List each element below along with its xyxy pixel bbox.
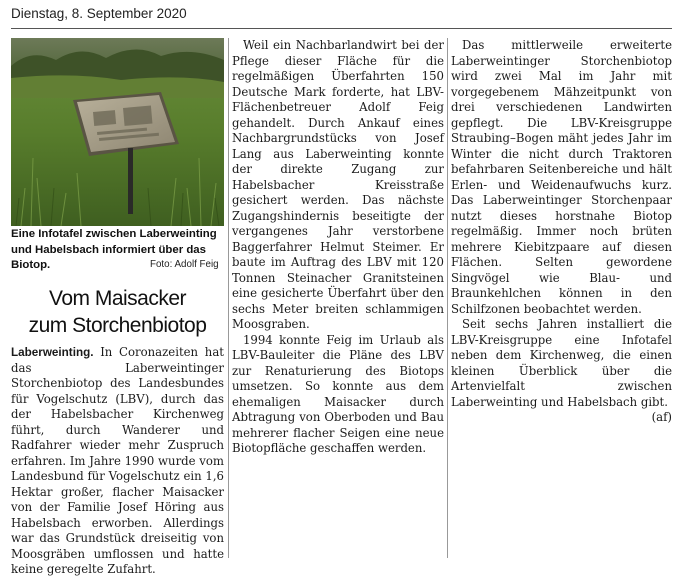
column-divider-1 (228, 38, 229, 558)
paragraph-text: In Coronazeiten hat das Laberweintinger Storchenbiotop des Landesbundes für Vogelschutz (LBV), durch das der Habelsbacher Kirchenweg führt, durch Wanderer und Radfahrer wieder mehr Zuspruch erfahren. Im Jahre 1990 wurde vom Landesbund für Vogelschutz ein 1,6 Hektar großer, flacher Maisacker von der Familie Josef Höring aus Habelsbach erworben. Allerdings war das Grundstück dreiseitig von Moosgräben umflossen und hatte keine geregelte Zufahrt. (11, 345, 225, 576)
paragraph (451, 317, 672, 424)
paragraph-text: Seit sechs Jahren installiert die LBV-Kreisgruppe eine Infotafel neben dem Kirchenweg, die einen kleinen Überblick über die Artenvielfalt zwischen Laberweinting und Habelsbach gibt. (451, 317, 672, 409)
photo-image (11, 38, 224, 226)
photo-credit: Foto: Adolf Feig (150, 259, 219, 270)
article-column-1 (11, 345, 224, 578)
paragraph: 1994 konnte Feig im Urlaub als LBV-Bauleiter die Pläne des LBV zur Renaturierung des Biotops umsetzen. So konnte aus dem ehemaligen Maisacker durch Abtragung von Oberboden und Bau mehrerer flacher Seigen eine neue Biotopfläche geschaffen werden. (232, 332, 444, 455)
paragraph: Das mittlerweile erweiterte Laberweintinger Storchenbiotop wird zwei Mal im Jahr mit vorgegebenem Mähzeitpunkt von drei verschiedenen Landwirten gepflegt. Die LBV-Kreisgruppe Straubing–Bogen mäht jedes Jahr im Winter die nicht durch Traktoren befahrbaren Seitenbereiche und hält Erlen- und Weidenaufwuchs kurz. Das Laberweintinger Storchenpaar nutzt dieses horstnahe Biotop regelmäßig. Immer noch brüten mehrere Kiebitzpaare auf diesen Flächen. Selten gewordene Singvögel wie Blau- und Braunkehlchen können in den Schilfzonen beobachtet werden. (451, 38, 672, 316)
dateline-location: Laberweinting. (11, 346, 94, 359)
headline-line-1: Vom Maisacker (48, 287, 187, 310)
top-rule (11, 28, 672, 29)
photo-caption: Eine Infotafel zwischen Laberweinting und Habelsbach informiert über das Biotop. (11, 228, 217, 271)
article-column-2 (232, 38, 444, 457)
article-headline (11, 285, 224, 339)
dateline: Dienstag, 8. September 2020 (11, 6, 187, 21)
author-signature: (af) (651, 410, 672, 424)
paragraph: Weil ein Nachbarlandwirt bei der Pflege dieser Fläche für die regelmäßigen Überfahrten 150 Deutsche Mark forderte, hat LBV-Flächenbetreuer Adolf Feig gehandelt. Durch Ankauf eines Nachbargrundstücks von Josef Lang aus Laberweinting konnte der direkte Zugang zur Habelsbacher Kreisstraße gesichert werden. Das nächste Zugangshindernis beseitigte der vergangenes Jahr verstorbene Baggerfahrer Helmut Steimer. Er baute im Auftrag des LBV mit 120 Tonnen Steinacher Granitsteinen eine gesicherte Überfahrt über den sechs Meter breiten schlammigen Moosgraben. (232, 38, 444, 331)
paragraph (11, 345, 224, 578)
infotafel-photo (11, 38, 224, 226)
article-column-3 (451, 38, 672, 426)
headline-line-2: zum Storchenbiotop (28, 314, 207, 337)
column-divider-2 (447, 38, 448, 558)
